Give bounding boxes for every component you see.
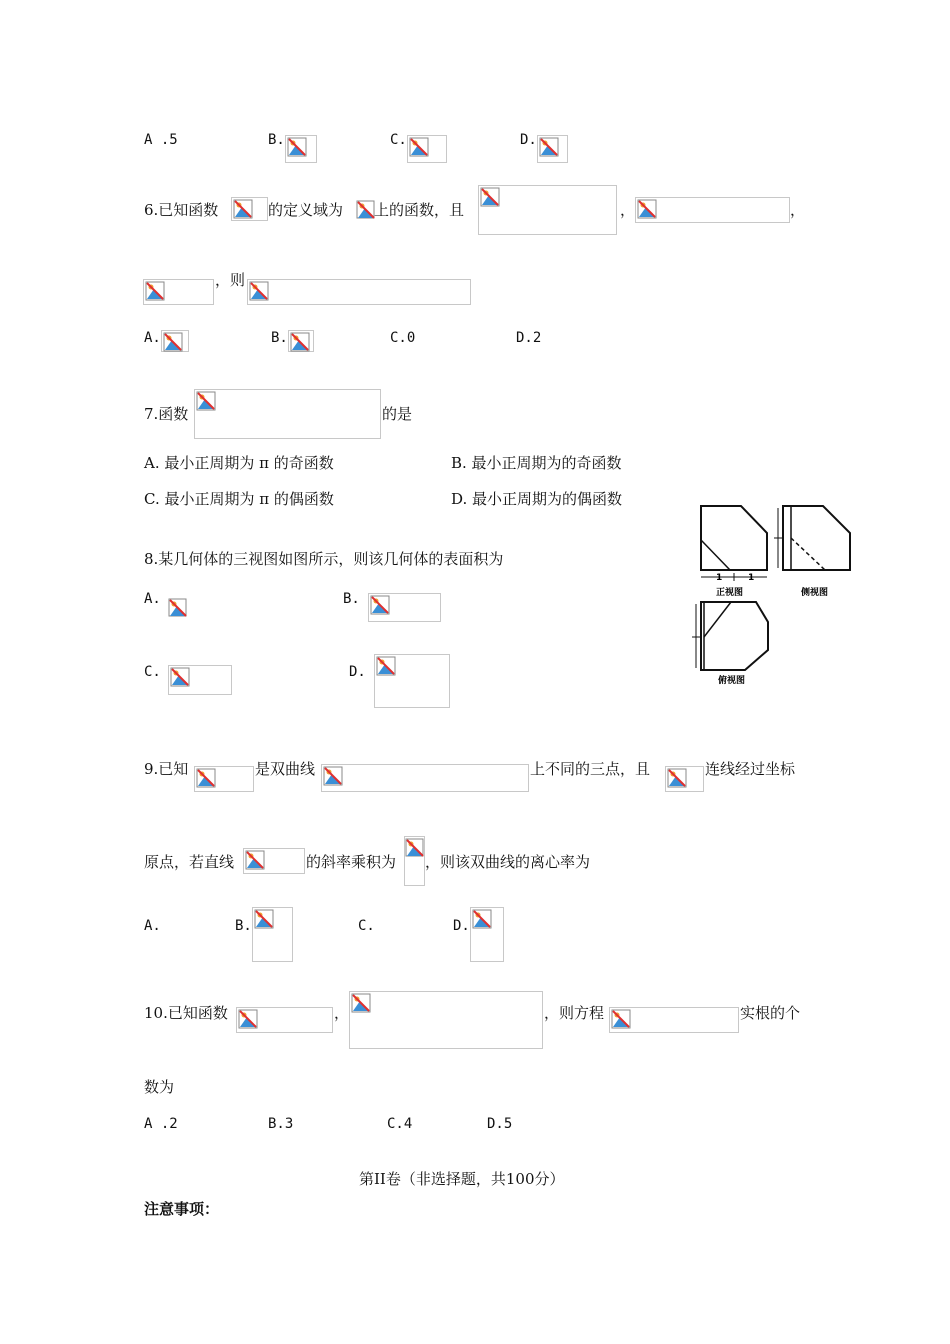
q9-option-c: C. <box>358 918 375 934</box>
broken-image-icon <box>666 767 688 789</box>
q9-option-d: D. <box>453 918 470 934</box>
formula-image <box>635 197 790 223</box>
broken-image-icon <box>286 136 308 158</box>
q9-stem-6: 的斜率乘积为 <box>306 853 397 871</box>
q6-option-d: D.2 <box>516 330 542 346</box>
formula-image <box>288 330 314 352</box>
formula-image <box>243 848 305 874</box>
q9-stem-2: 是双曲线 <box>255 760 316 778</box>
q9-stem-4: 连线经过坐标 <box>705 760 796 778</box>
formula-image <box>285 135 317 163</box>
q7-option-b: B. 最小正周期为的奇函数 <box>451 454 622 472</box>
q6-comma-1: ， <box>620 201 636 219</box>
front-dim-2: 1 <box>748 573 755 583</box>
section-title: 第II卷（非选择题，共100分） <box>359 1170 565 1188</box>
q9-stem-5: 原点，若直线 <box>144 853 235 871</box>
broken-image-icon <box>244 849 266 871</box>
q7-option-c: C. 最小正周期为 π 的偶函数 <box>144 490 334 508</box>
front-view-label: 正视图 <box>716 588 744 598</box>
broken-image-icon <box>195 767 217 789</box>
side-dimension <box>774 508 782 568</box>
three-view-figure <box>685 500 865 690</box>
formula-image <box>665 766 704 792</box>
formula-image <box>143 279 214 305</box>
q5-option-d: D. <box>520 132 537 148</box>
formula-image <box>374 654 450 708</box>
broken-image-icon <box>350 992 372 1014</box>
top-view <box>701 602 768 670</box>
q8-option-c: C. <box>144 664 161 680</box>
q8-option-b: B. <box>343 591 360 607</box>
broken-image-icon <box>169 666 191 688</box>
q9-option-b: B. <box>235 918 252 934</box>
q7-stem-1: 7.函数 <box>144 405 189 423</box>
broken-image-icon <box>479 186 501 208</box>
broken-image-icon <box>289 331 311 353</box>
q6-comma-2: ， <box>790 201 806 219</box>
top-dimension <box>692 604 700 668</box>
q6-stem-2: 的定义域为 <box>268 201 344 219</box>
formula-image <box>194 389 381 439</box>
broken-image-icon <box>369 594 391 616</box>
formula-image <box>609 1007 739 1033</box>
broken-image-icon <box>471 908 493 930</box>
broken-image-icon <box>610 1008 632 1030</box>
front-dimension <box>701 573 767 581</box>
formula-image <box>247 279 471 305</box>
formula-image <box>168 597 186 619</box>
q7-stem-2: 的是 <box>382 405 413 423</box>
front-view <box>701 506 767 570</box>
q7-option-d: D. 最小正周期为的偶函数 <box>451 490 623 508</box>
broken-image-icon <box>195 390 217 412</box>
q10-comma-1: ， <box>334 1004 350 1022</box>
broken-image-icon <box>356 200 376 220</box>
q8-option-d: D. <box>349 664 366 680</box>
formula-image <box>404 836 425 886</box>
formula-image <box>321 764 529 792</box>
formula-image <box>368 593 441 622</box>
formula-image <box>231 197 268 221</box>
formula-image <box>194 766 254 792</box>
q6-option-a: A. <box>144 330 161 346</box>
q10-option-c: C.4 <box>387 1116 413 1132</box>
broken-image-icon <box>375 655 397 677</box>
q5-option-b: B. <box>268 132 285 148</box>
broken-image-icon <box>168 597 188 619</box>
q7-option-a: A. 最小正周期为 π 的奇函数 <box>144 454 334 472</box>
q10-option-d: D.5 <box>487 1116 513 1132</box>
formula-image <box>537 135 568 163</box>
formula-image <box>161 330 189 352</box>
q5-option-a: A .5 <box>144 132 178 148</box>
q6-stem-3: 上的函数，且 <box>374 201 465 219</box>
top-view-label: 俯视图 <box>718 676 746 686</box>
q6-stem-1: 6.已知函数 <box>144 201 219 219</box>
broken-image-icon <box>248 280 270 302</box>
q9-stem-3: 上不同的三点，且 <box>530 760 651 778</box>
side-view <box>783 506 850 570</box>
q10-stem-3: 实根的个 <box>740 1004 801 1022</box>
formula-image <box>407 135 447 163</box>
broken-image-icon <box>253 908 275 930</box>
broken-image-icon <box>232 198 254 220</box>
broken-image-icon <box>538 136 560 158</box>
q10-stem-2: ，则方程 <box>544 1004 605 1022</box>
front-dim-1: 1 <box>716 573 723 583</box>
q9-stem-7: ，则该双曲线的离心率为 <box>425 853 591 871</box>
broken-image-icon <box>322 765 344 787</box>
q9-stem-1: 9.已知 <box>144 760 189 778</box>
broken-image-icon <box>636 198 658 220</box>
q6-option-b: B. <box>271 330 288 346</box>
q5-option-c: C. <box>390 132 407 148</box>
q10-option-a: A .2 <box>144 1116 178 1132</box>
broken-image-icon <box>237 1008 259 1030</box>
formula-image <box>349 991 543 1049</box>
q9-option-a: A. <box>144 918 161 934</box>
broken-image-icon <box>408 136 430 158</box>
notice-heading: 注意事项： <box>144 1200 220 1218</box>
formula-image <box>356 200 374 220</box>
broken-image-icon <box>405 837 425 859</box>
q6-option-c: C.0 <box>390 330 416 346</box>
broken-image-icon <box>162 331 184 353</box>
q6-comma-3: ，则 <box>215 271 246 289</box>
formula-image <box>470 907 504 962</box>
q10-stem-4: 数为 <box>144 1078 175 1096</box>
q8-stem: 8.某几何体的三视图如图所示，则该几何体的表面积为 <box>144 550 504 568</box>
q10-stem-1: 10.已知函数 <box>144 1004 228 1022</box>
q8-option-a: A. <box>144 591 161 607</box>
formula-image <box>168 665 232 695</box>
q10-option-b: B.3 <box>268 1116 294 1132</box>
formula-image <box>252 907 293 962</box>
side-view-label: 侧视图 <box>801 588 829 598</box>
broken-image-icon <box>144 280 166 302</box>
formula-image <box>478 185 617 235</box>
formula-image <box>236 1007 333 1033</box>
